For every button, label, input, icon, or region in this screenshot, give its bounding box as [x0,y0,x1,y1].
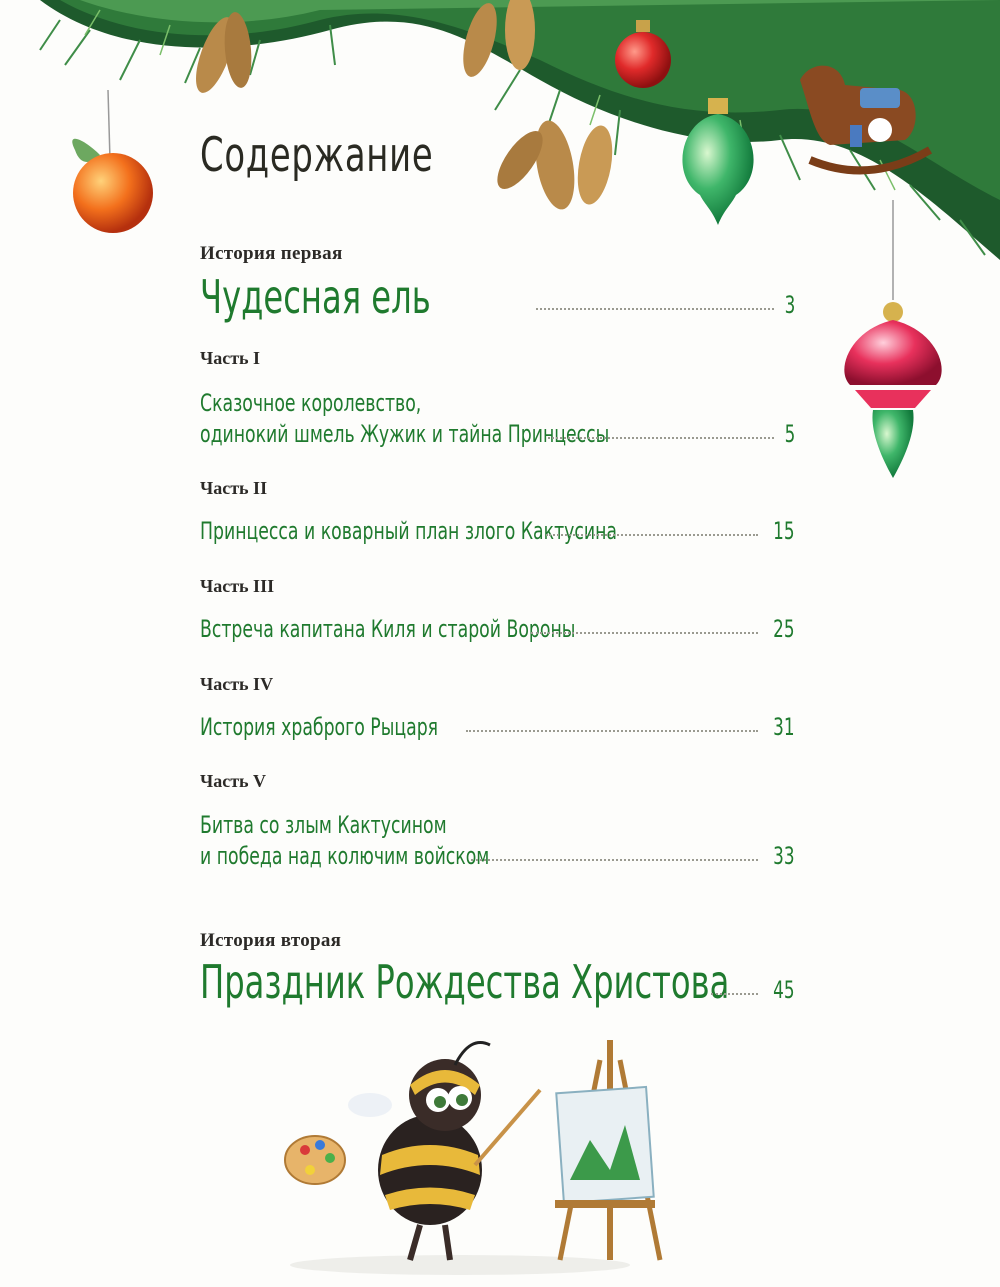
part-4-label: Часть IV [200,674,274,694]
story-2-entry[interactable] [200,955,795,1009]
part-5-label: Часть V [200,771,267,791]
leader-dots [471,859,758,861]
leader-dots [711,993,758,995]
part-2-title: Принцесса и коварный план злого Кактусина [200,517,617,545]
part-3-entry[interactable] [200,615,795,643]
part-2-entry[interactable] [200,517,795,545]
palette-icon [285,1136,345,1184]
part-5-page: 33 [773,842,795,870]
part-2-label: Часть II [200,478,268,498]
part-5-title-line-2: и победа над колючим войском [200,842,490,870]
part-3-label: Часть III [200,576,275,596]
easel-icon [555,1040,660,1260]
part-3-title: Встреча капитана Киля и старой Вороны [200,615,576,643]
part-1-title-line-2: одинокий шмель Жужик и тайна Принцессы [200,420,610,448]
story-2-name: Праздник Рождества Христова [200,955,730,1009]
part-4-page: 31 [773,713,795,741]
story-2-page: 45 [773,976,795,1004]
part-1-entry[interactable] [200,420,795,448]
leader-dots [531,632,758,634]
story-1-name: Чудесная ель [200,270,431,324]
leader-dots [548,437,774,439]
leader-dots [536,308,774,310]
part-5-entry[interactable] [200,842,795,870]
part-3-page: 25 [773,615,795,643]
leader-dots [466,730,758,732]
story-2-label: История вторая [200,930,342,951]
part-4-entry[interactable] [200,713,795,741]
part-1-title-line-1: Сказочное королевство, [200,389,422,417]
part-2-page: 15 [773,517,795,545]
part-4-title: История храброго Рыцаря [200,713,439,741]
toc-title: Содержание [200,128,434,183]
leader-dots [546,534,758,536]
part-5-title-line-1: Битва со злым Кактусином [200,811,447,839]
story-1-entry[interactable] [200,270,795,324]
tangerine-ornament [72,90,153,233]
story-1-label: История первая [200,243,343,264]
bumblebee-icon [378,1043,490,1261]
part-1-page: 5 [784,420,795,448]
story-1-page: 3 [784,291,795,319]
pink-green-finial-ornament [844,200,941,478]
part-1-label: Часть I [200,348,261,368]
bumblebee-painter-illustration [270,1030,690,1280]
